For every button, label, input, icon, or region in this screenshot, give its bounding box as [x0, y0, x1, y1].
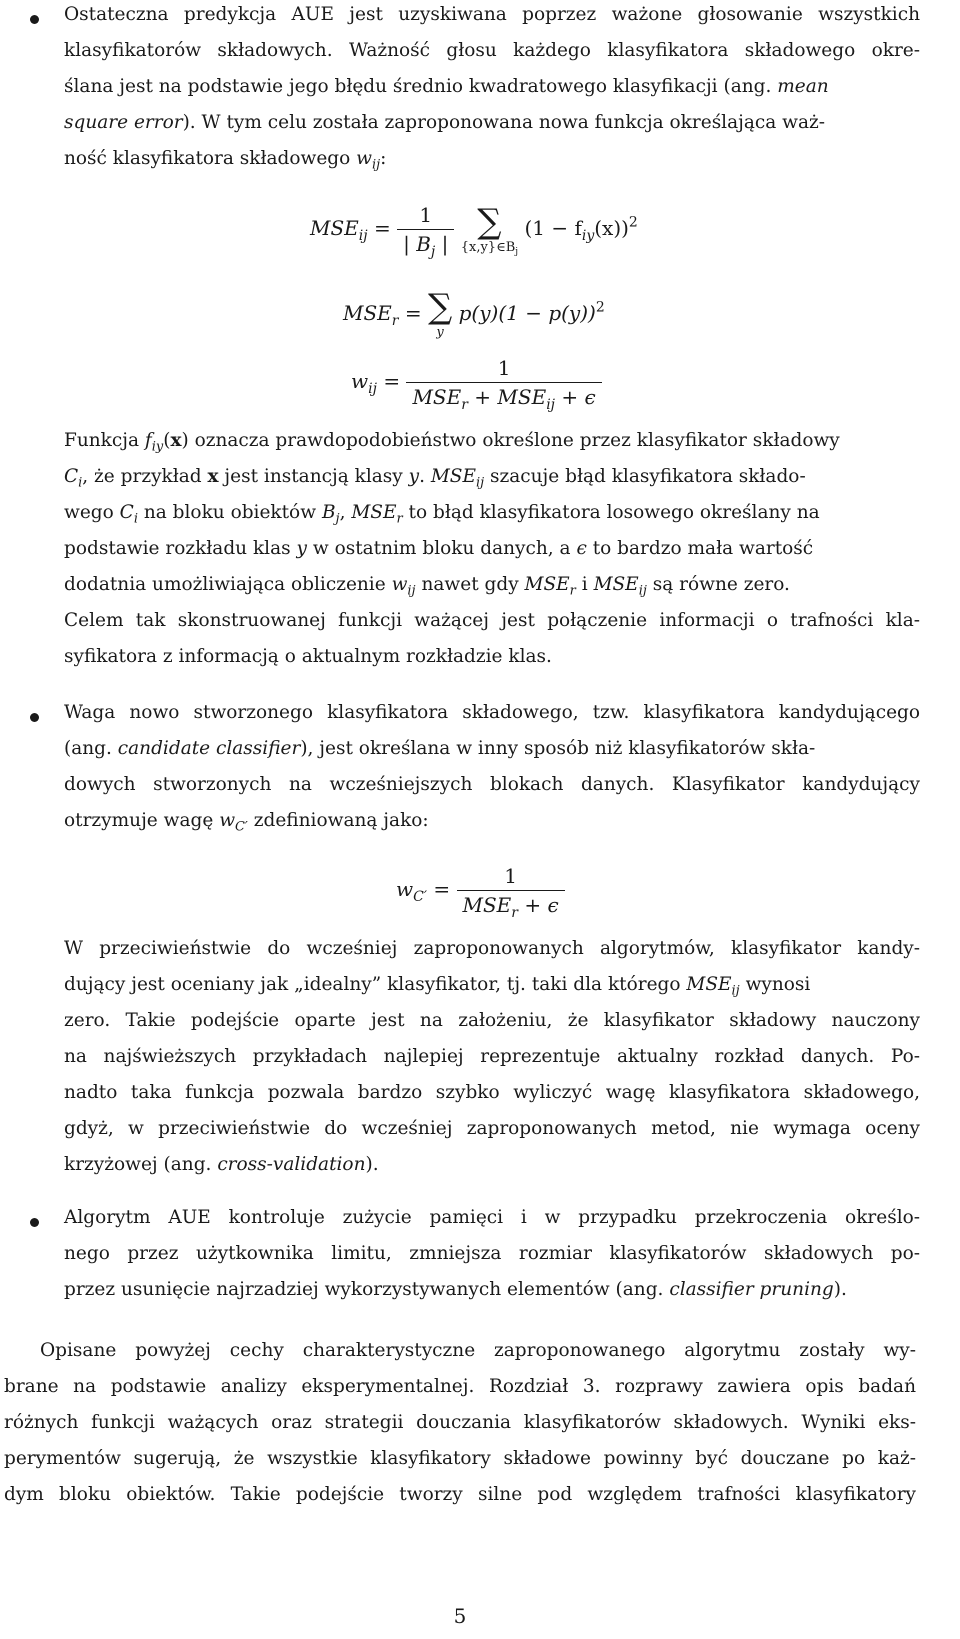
- text-line: $C_i$, że przykład x jest instancją klasy y. $MSE_{ij}$ szacuje błąd klasyfikatora składo-: [64, 466, 806, 491]
- text-line: Opisane powyżej cechy charakterystyczne zaproponowanego algorytmu zostały wy-: [40, 1340, 916, 1361]
- term-mean: mean: [777, 76, 829, 97]
- bullet-dot: [30, 1218, 39, 1227]
- text-line: na najświeższych przykładach najlepiej reprezentuje aktualny rozkład danych. Po-: [64, 1046, 920, 1067]
- text-line: perymentów sugerują, że wszystkie klasyfikatory składowe powinny być douczane po każ-: [4, 1448, 916, 1469]
- fraction: $\frac{1}{MSE_r + \epsilon}$: [457, 866, 565, 915]
- bullet-dot: [30, 15, 39, 24]
- text-line: Algorytm AUE kontroluje zużycie pamięci i w przypadku przekroczenia określo-: [64, 1207, 920, 1228]
- text-line: dowych stworzonych na wcześniejszych blokach danych. Klasyfikator kandydujący: [64, 774, 920, 795]
- text-line: Ostateczna predykcja AUE jest uzyskiwana poprzez ważone głosowanie wszystkich: [64, 4, 920, 25]
- text-line: Waga nowo stworzonego klasyfikatora składowego, tzw. klasyfikatora kandydującego: [64, 702, 920, 723]
- term-square-error: square error: [64, 112, 183, 133]
- equation-mse-r: $MSE_r$ = ∑ y $p(y)(1 - p(y))^2$: [343, 287, 605, 340]
- text-line: ność klasyfikatora składowego $w_{ij}$:: [64, 148, 387, 173]
- fraction: $\frac{1}{MSE_r + MSE_{ij} + \epsilon}$: [406, 358, 601, 407]
- text-line: przez usunięcie najrzadziej wykorzystywanych elementów (ang. classifier pruning).: [64, 1279, 847, 1300]
- term-classifier-pruning: classifier pruning: [669, 1279, 834, 1300]
- sum-symbol: ∑ y: [427, 287, 453, 340]
- fraction: $\frac{1}{| B_j |}$: [397, 205, 454, 254]
- text-line: otrzymuje wagę $w_{C'}$ zdefiniowaną jako:: [64, 810, 429, 835]
- text-line: brane na podstawie analizy eksperymentalnej. Rozdział 3. rozprawy zawiera opis badań: [4, 1376, 916, 1397]
- text-line: różnych funkcji ważących oraz strategii douczania klasyfikatorów składowych. Wyniki eks-: [4, 1412, 916, 1433]
- text-line: (ang. candidate classifier), jest określana w inny sposób niż klasyfikatorów skła-: [64, 738, 816, 759]
- text-line: Funkcja $f_{iy}(x)$ oznacza prawdopodobieństwo określone przez klasyfikator składowy: [64, 430, 840, 455]
- text-line: Celem tak skonstruowanej funkcji ważącej jest połączenie informacji o trafności kla-: [64, 610, 920, 631]
- text-line: dujący jest oceniany jak „idealny” klasyfikator, tj. taki dla którego $MSE_{ij}$ wynosi: [64, 974, 811, 999]
- equation-weight-ij: $w_{ij}$ = $\frac{1}{MSE_r + MSE_{ij} + \epsilon}$: [351, 358, 602, 407]
- text-line: wego $C_i$ na bloku obiektów $B_j$, $MSE_r$ to błąd klasyfikatora losowego określany na: [64, 502, 820, 527]
- text-line: square error). W tym celu została zaproponowana nowa funkcja określająca waż-: [64, 112, 826, 133]
- page-number: 5: [453, 1604, 467, 1628]
- text-line: dym bloku obiektów. Takie podejście tworzy silne pod względem trafności klasyfikatory: [4, 1484, 916, 1505]
- text-line: W przeciwieństwie do wcześniej zaproponowanych algorytmów, klasyfikator kandy-: [64, 938, 920, 959]
- text-line: ślana jest na podstawie jego błędu średnio kwadratowego klasyfikacji (ang. mean: [64, 76, 829, 97]
- text-line: nego przez użytkownika limitu, zmniejsza rozmiar klasyfikatorów składowych po-: [64, 1243, 920, 1264]
- equation-weight-candidate: $w_{C'}$ = $\frac{1}{MSE_r + \epsilon}$: [396, 866, 565, 915]
- term-cross-validation: cross-validation: [217, 1154, 366, 1175]
- text-line: gdyż, w przeciwieństwie do wcześniej zaproponowanych metod, nie wymaga oceny: [64, 1118, 920, 1139]
- text-line: zero. Takie podejście oparte jest na założeniu, że klasyfikator składowy nauczony: [64, 1010, 920, 1031]
- text-line: klasyfikatorów składowych. Ważność głosu każdego klasyfikatora składowego okre-: [64, 40, 920, 61]
- text-line: podstawie rozkładu klas y w ostatnim bloku danych, a ϵ to bardzo mała wartość: [64, 538, 814, 559]
- term-candidate-classifier: candidate classifier: [117, 738, 301, 759]
- bullet-dot: [30, 713, 39, 722]
- text-line: krzyżowej (ang. cross-validation).: [64, 1154, 379, 1175]
- text-line: dodatnia umożliwiająca obliczenie $w_{ij}$ nawet gdy $MSE_r$ i $MSE_{ij}$ są równe zero.: [64, 574, 790, 599]
- text-line: nadto taka funkcja pozwala bardzo szybko wyliczyć wagę klasyfikatora składowego,: [64, 1082, 920, 1103]
- equation-mse-ij: $MSE_{ij}$ = $\frac{1}{| B_j |}$ ∑ $\{x,y\}\in B_j$ $(1 - f_{iy}(x))^2$: [310, 202, 638, 260]
- sum-symbol: ∑ $\{x,y\}\in B_j$: [460, 202, 519, 258]
- text-line: syfikatora z informacją o aktualnym rozkładzie klas.: [64, 646, 552, 667]
